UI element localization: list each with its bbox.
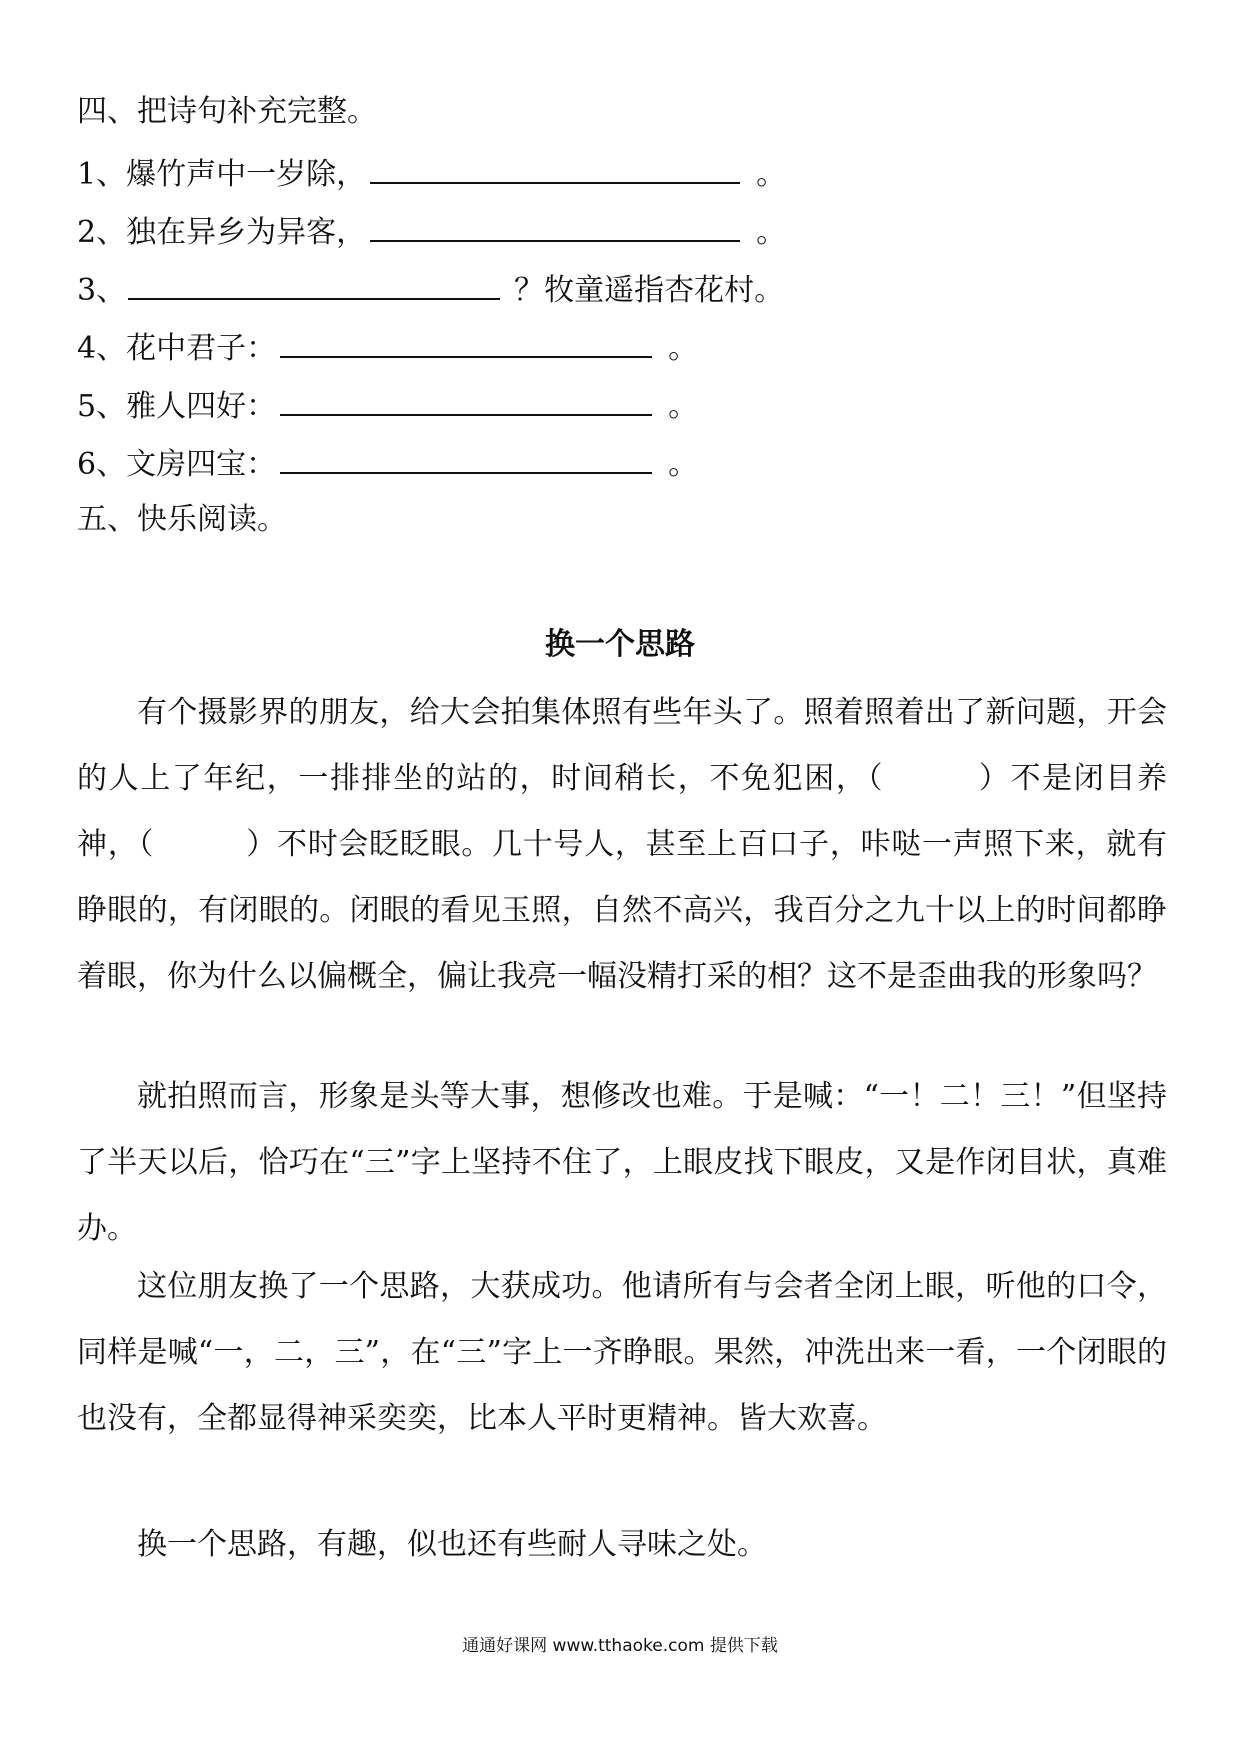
poem-item-1 bbox=[77, 152, 786, 195]
section-four-heading: 四、把诗句补充完整。 bbox=[77, 94, 377, 129]
reading-paragraph-2: 就拍照而言，形象是头等大事，想修改也难。于是喊：“一！二！三！”但坚持了半天以后，恰巧在“三”字上坚持不住了，上眼皮找下眼皮，又是作闭目状，真难办。 bbox=[77, 1079, 1167, 1246]
answer-blank[interactable] bbox=[280, 442, 652, 474]
poem-item-prefix: 5、雅人四好： bbox=[77, 389, 277, 424]
poem-item-4 bbox=[77, 326, 698, 369]
reading-title: 换一个思路 bbox=[545, 627, 695, 662]
poem-item-prefix: 3、 bbox=[77, 273, 127, 308]
page-footer: 通通好课网 www.tthaoke.com 提供下载 bbox=[462, 1636, 778, 1656]
answer-blank[interactable] bbox=[280, 384, 652, 416]
poem-item-6 bbox=[77, 442, 698, 485]
answer-blank[interactable] bbox=[370, 210, 740, 242]
poem-item-suffix: 。 bbox=[668, 447, 699, 482]
poem-item-prefix: 6、文房四宝： bbox=[77, 447, 277, 482]
poem-item-3 bbox=[77, 268, 784, 311]
answer-blank[interactable] bbox=[128, 268, 500, 300]
poem-item-suffix: 。 bbox=[668, 389, 699, 424]
answer-blank[interactable] bbox=[370, 152, 740, 184]
poem-item-2 bbox=[77, 210, 786, 253]
reading-paragraph-1: 有个摄影界的朋友，给大会拍集体照有些年头了。照着照着出了新问题，开会的人上了年纪，一排排坐的站的，时间稍长，不免犯困，（ ）不是闭目养神，（ ）不时会眨眨眼。几十号人，甚至上百口子，咔哒一声照下来，就有睁眼的，有闭眼的。闭眼的看见玉照，自然不高兴，我百分之九十以上的时间都睁着眼，你为什么以偏概全，偏让我亮一幅没精打采的相？这不是歪曲我的形象吗？ bbox=[77, 695, 1167, 994]
reading-paragraph-4: 换一个思路，有趣，似也还有些耐人寻味之处。 bbox=[137, 1527, 767, 1562]
poem-item-prefix: 2、独在异乡为异客， bbox=[77, 215, 367, 250]
poem-item-suffix: 。 bbox=[756, 215, 787, 250]
poem-item-suffix: 。 bbox=[668, 331, 699, 366]
section-five-heading: 五、快乐阅读。 bbox=[77, 502, 287, 537]
answer-blank[interactable] bbox=[280, 326, 652, 358]
poem-item-prefix: 1、爆竹声中一岁除， bbox=[77, 157, 367, 192]
poem-item-5 bbox=[77, 384, 698, 427]
reading-paragraph-3: 这位朋友换了一个思路，大获成功。他请所有与会者全闭上眼，听他的口令，同样是喊“一，二，三”，在“三”字上一齐睁眼。果然，冲洗出来一看，一个闭眼的也没有，全都显得神采奕奕，比本人平时更精神。皆大欢喜。 bbox=[77, 1269, 1167, 1436]
poem-item-suffix: 。 bbox=[756, 157, 787, 192]
poem-item-suffix: ？牧童遥指杏花村。 bbox=[514, 273, 785, 308]
poem-item-prefix: 4、花中君子： bbox=[77, 331, 277, 366]
